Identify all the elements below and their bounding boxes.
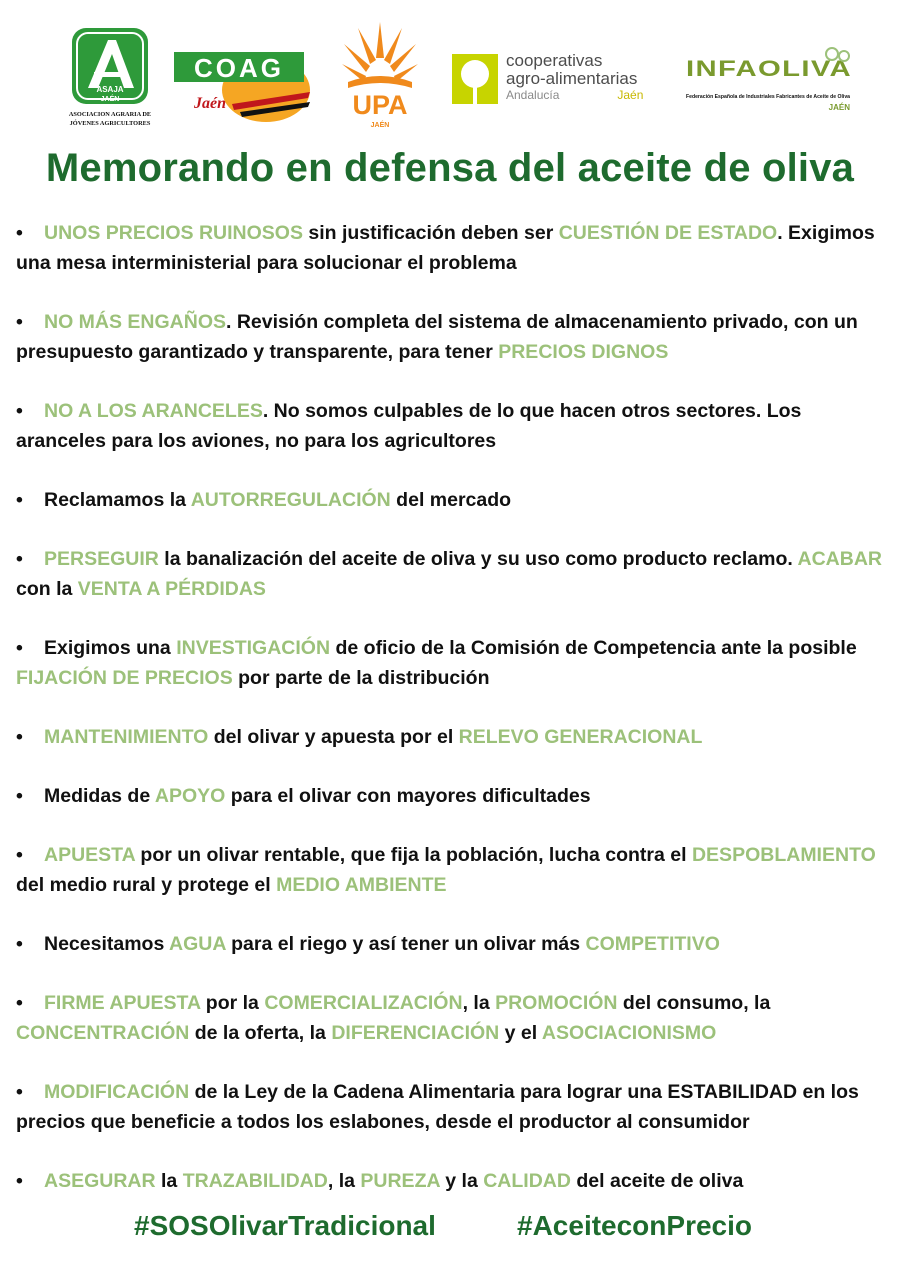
upa-name: UPA	[352, 90, 408, 120]
bullet-icon: •	[16, 311, 23, 333]
highlight-text: VENTA A PÉRDIDAS	[77, 578, 266, 600]
bullet-icon: •	[16, 548, 23, 570]
asaja-logo	[68, 28, 154, 132]
highlight-text: PROMOCIÓN	[495, 992, 618, 1014]
svg-text:ASOCIACION AGRARIA DE: ASOCIACION AGRARIA DE	[68, 111, 152, 118]
bullet-icon: •	[16, 1081, 23, 1103]
hashtag-bar	[0, 1210, 900, 1250]
body-text: la	[155, 1170, 183, 1192]
cooperativas-text	[506, 52, 643, 102]
highlight-text: COMPETITIVO	[585, 933, 720, 955]
list-item	[16, 988, 886, 1048]
list-item	[16, 218, 886, 278]
body-text: del consumo, la	[617, 992, 771, 1014]
hashtag-aceite-precio: #AceiteconPrecio	[517, 1210, 752, 1241]
bullet-icon: •	[16, 844, 23, 866]
highlight-text: APUESTA	[44, 844, 136, 866]
body-text: la banalización del aceite de oliva y su uso como producto reclamo.	[158, 548, 798, 570]
body-text: del olivar y apuesta por el	[208, 726, 459, 748]
body-text: Reclamamos la	[44, 489, 191, 511]
list-item	[16, 840, 886, 900]
bullet-icon: •	[16, 726, 23, 748]
highlight-text: AGUA	[169, 933, 226, 955]
highlight-text: INVESTIGACIÓN	[176, 637, 331, 659]
list-item	[16, 929, 886, 959]
body-text: del mercado	[390, 489, 512, 511]
body-text: por un olivar rentable, que fija la población, lucha contra el	[135, 844, 692, 866]
list-item	[16, 722, 886, 752]
upa-place: JAÉN	[370, 122, 390, 129]
highlight-text: FIJACIÓN DE PRECIOS	[16, 667, 233, 689]
upa-logo	[340, 18, 420, 130]
body-text: . No somos culpables de lo que hacen otros sectores. Los aranceles para los aviones, no para los agricultores	[16, 400, 802, 452]
highlight-text: COMERCIALIZACIÓN	[264, 992, 463, 1014]
highlight-text: RELEVO GENERACIONAL	[458, 726, 703, 748]
list-item	[16, 1166, 886, 1196]
highlight-text: ACABAR	[797, 548, 882, 570]
body-text: por parte de la distribución	[232, 667, 490, 689]
upa-sun-icon	[340, 18, 420, 130]
list-item	[16, 633, 886, 693]
infaoliva-caption: Federación Española de Industriales Fabricantes de Aceite de Oliva	[686, 94, 851, 100]
highlight-text: APOYO	[154, 785, 226, 807]
cooperativas-emblem-icon	[452, 54, 498, 106]
body-text: y el	[499, 1022, 542, 1044]
cooperativas-place: Jaén	[617, 88, 644, 102]
cooperativas-logo	[452, 52, 670, 128]
highlight-text: DIFERENCIACIÓN	[331, 1022, 500, 1044]
highlight-text: MODIFICACIÓN	[44, 1081, 190, 1103]
body-text: Medidas de	[44, 785, 155, 807]
list-item	[16, 544, 886, 604]
coag-name: COAG	[194, 53, 284, 83]
body-text: , la	[462, 992, 496, 1014]
body-text: . Revisión completa del sistema de almacenamiento privado, con un presupuesto garantizado y transparente, para tener	[16, 311, 858, 363]
highlight-text: AUTORREGULACIÓN	[190, 489, 391, 511]
body-text: para el riego y así tener un olivar más	[225, 933, 586, 955]
highlight-text: CUESTIÓN DE ESTADO	[558, 222, 778, 244]
highlight-text: NO A LOS ARANCELES	[44, 400, 263, 422]
page-title: Memorando en defensa del aceite de oliva	[45, 146, 855, 190]
coag-emblem-icon	[170, 44, 320, 124]
body-text: Necesitamos	[44, 933, 170, 955]
highlight-text: CALIDAD	[483, 1170, 571, 1192]
list-item	[16, 396, 886, 456]
infaoliva-name: INFAOLIVA	[686, 56, 852, 81]
body-text: sin justificación deben ser	[302, 222, 559, 244]
demand-list	[16, 218, 886, 1225]
body-text: . Exigimos una mesa interministerial para solucionar el problema	[16, 222, 875, 274]
cooperativas-line3	[506, 88, 643, 102]
highlight-text: PUREZA	[360, 1170, 440, 1192]
body-text: de la oferta, la	[189, 1022, 332, 1044]
highlight-text: CONCENTRACIÓN	[16, 1022, 190, 1044]
bullet-icon: •	[16, 933, 23, 955]
highlight-text: NO MÁS ENGAÑOS	[44, 311, 227, 333]
list-item	[16, 1077, 886, 1137]
body-text: de oficio de la Comisión de Competencia ante la posible	[330, 637, 857, 659]
highlight-text: MEDIO AMBIENTE	[276, 874, 447, 896]
list-item	[16, 781, 886, 811]
body-text: para el olivar con mayores dificultades	[225, 785, 591, 807]
bullet-icon: •	[16, 637, 23, 659]
highlight-text: ASEGURAR	[44, 1170, 156, 1192]
highlight-text: ASOCIACIONISMO	[541, 1022, 717, 1044]
coag-logo	[170, 44, 320, 124]
bullet-icon: •	[16, 489, 23, 511]
highlight-text: MANTENIMIENTO	[44, 726, 209, 748]
bullet-icon: •	[16, 222, 23, 244]
body-text: del medio rural y protege el	[16, 874, 277, 896]
infaoliva-place: JAÉN	[828, 103, 850, 112]
list-item	[16, 307, 886, 367]
logo-bar	[0, 18, 900, 138]
coag-script: Jaén	[194, 95, 226, 112]
body-text: de la Ley de la Cadena Alimentaria para lograr una ESTABILIDAD en los precios que beneficie a todos los eslabones, desde el productor al consumidor	[16, 1081, 859, 1133]
asaja-emblem-icon	[68, 28, 154, 132]
cooperativas-line1: cooperativas	[506, 51, 603, 70]
body-text: con la	[16, 578, 78, 600]
highlight-text: PRECIOS DIGNOS	[498, 341, 669, 363]
highlight-text: PERSEGUIR	[44, 548, 159, 570]
hashtag-sos-olivar: #SOSOlivarTradicional	[134, 1210, 436, 1241]
highlight-text: UNOS PRECIOS RUINOSOS	[44, 222, 303, 244]
body-text: por la	[200, 992, 265, 1014]
body-text: del aceite de oliva	[570, 1170, 744, 1192]
body-text: Exigimos una	[44, 637, 177, 659]
highlight-text: FIRME APUESTA	[44, 992, 201, 1014]
asaja-place: JAÉN	[100, 96, 120, 103]
svg-text:JÓVENES AGRICULTORES: JÓVENES AGRICULTORES	[69, 120, 151, 127]
list-item	[16, 485, 886, 515]
highlight-text: DESPOBLAMIENTO	[691, 844, 876, 866]
bullet-icon: •	[16, 400, 23, 422]
cooperativas-region: Andalucía	[506, 88, 560, 102]
bullet-icon: •	[16, 785, 23, 807]
highlight-text: TRAZABILIDAD	[182, 1170, 328, 1192]
bullet-icon: •	[16, 1170, 23, 1192]
infaoliva-emblem-icon	[684, 46, 854, 126]
asaja-name: ASAJA	[96, 85, 124, 94]
body-text: y la	[439, 1170, 484, 1192]
bullet-icon: •	[16, 992, 23, 1014]
infaoliva-logo	[684, 46, 854, 126]
cooperativas-line2: agro-alimentarias	[506, 69, 638, 88]
body-text: , la	[327, 1170, 361, 1192]
